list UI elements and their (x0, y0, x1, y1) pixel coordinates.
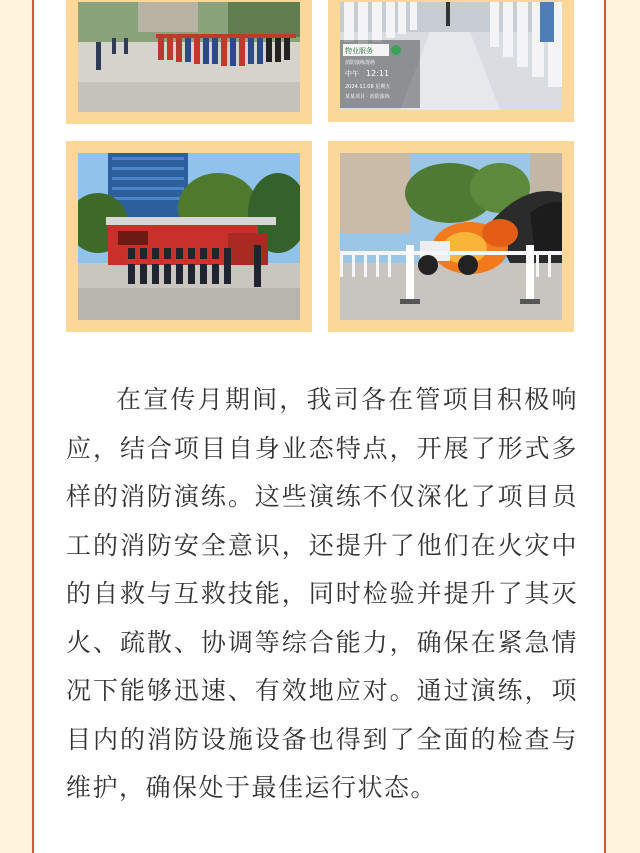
photo-medical-staff (340, 2, 562, 110)
photo-fire-truck (78, 153, 300, 320)
photo-tile-fire-truck[interactable] (66, 141, 312, 332)
photo-tile-medical-staff[interactable] (328, 0, 574, 122)
photo-tile-staff-assembly[interactable] (66, 0, 312, 124)
overlay-location-line: 某某项目 · 消防演练 (345, 94, 390, 100)
photo-scooter-fire (340, 153, 562, 320)
photo-staff-assembly (78, 2, 300, 112)
overlay-service-name: 物业服务 (345, 47, 373, 55)
overlay-sub-line: 消防演练现场 (345, 60, 376, 66)
article-paragraph: 在宣传月期间，我司各在管项目积极响应，结合项目自身业态特点，开展了形式多样的消防演练。这些演练不仅深化了项目员工的消防安全意识，还提升了他们在火灾中的自救与互救技能，同时检验并提升了其灭火、疏散、协调等综合能力，确保在紧急情况下能够迅速、有效地应对。通过演练，项目内的消防设施设备也得到了全面的检查与维护，确保处于最佳运行状态。 (66, 385, 578, 802)
article-body (66, 376, 578, 813)
overlay-date-line: 2024.11.08 星期五 (345, 84, 391, 90)
photo-tile-scooter-fire[interactable] (328, 141, 574, 332)
overlay-time: 12:11 (366, 69, 390, 78)
overlay-time-label: 中午 (345, 70, 359, 78)
